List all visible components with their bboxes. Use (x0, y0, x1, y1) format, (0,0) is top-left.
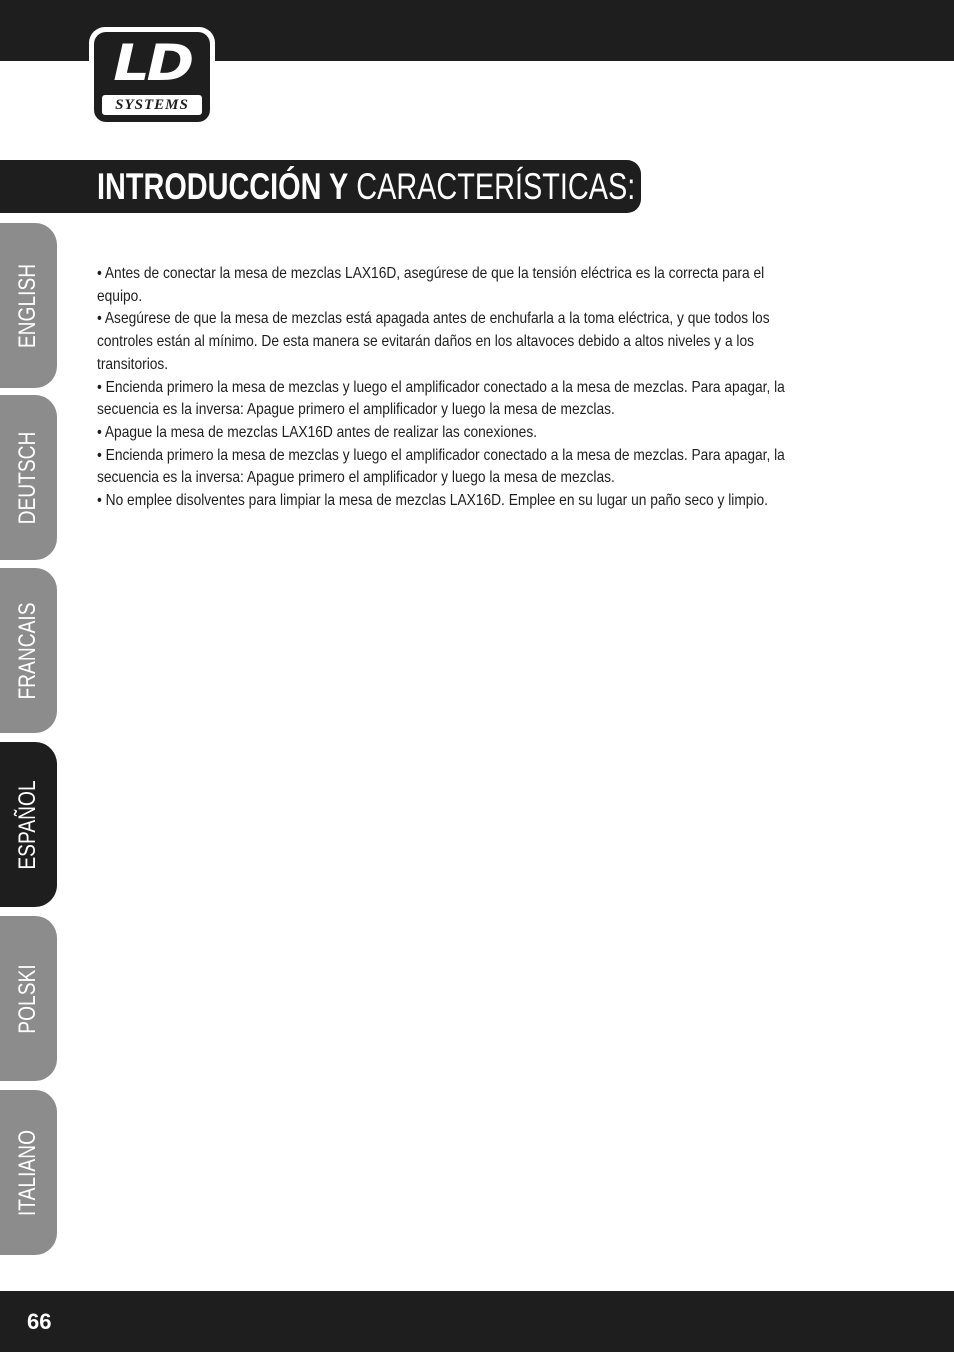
text-line: • No emplee disolventes para limpiar la mesa de mezclas LAX16D. Emplee en su lugar un paño seco y limpio. (97, 492, 768, 510)
text-line: • Antes de conectar la mesa de mezclas LAX16D, asegúrese de que la tensión eléctrica es la correcta para el (97, 265, 765, 282)
text-line: • Apague la mesa de mezclas LAX16D antes de realizar las conexiones. (97, 423, 538, 441)
page-number: 66 (27, 1309, 52, 1334)
section-title-bold: INTRODUCCIÓN Y (97, 166, 349, 207)
tab-deutsch[interactable] (0, 395, 57, 560)
section-title (97, 167, 635, 207)
tab-label: POLSKI (14, 963, 41, 1034)
text-line: secuencia es la inversa: Apague primero el amplificador y luego la mesa de mezclas. (97, 469, 615, 487)
tab-label: ITALIANO (14, 1129, 41, 1216)
text-line: transitorios. (97, 355, 169, 373)
logo-badge (94, 32, 210, 122)
tab-label: ESPAÑOL (14, 779, 41, 870)
tab-label: ENGLISH (14, 263, 41, 348)
text-line: equipo. (97, 287, 143, 305)
tab-italiano[interactable] (0, 1090, 57, 1255)
text-line: controles están al mínimo. De esta manera se evitarán daños en los altavoces debido a altos niveles y a los (97, 333, 755, 351)
tab-label: FRANCAIS (14, 601, 41, 700)
section-title-bar (0, 160, 641, 213)
text-line: secuencia es la inversa: Apague primero el amplificador y luego la mesa de mezclas. (97, 401, 615, 419)
tab-label: DEUTSCH (14, 431, 41, 524)
footer-bar (0, 1291, 954, 1352)
section-title-regular: CARACTERÍSTICAS: (356, 166, 636, 207)
text-line: • Encienda primero la mesa de mezclas y luego el amplificador conectado a la mesa de mezclas. Para apagar, la (97, 378, 785, 396)
tab-espanol[interactable] (0, 742, 57, 907)
text-line: • Encienda primero la mesa de mezclas y luego el amplificador conectado a la mesa de mezclas. Para apagar, la (97, 446, 785, 464)
tab-english[interactable] (0, 223, 57, 388)
logo-ld-text: LD (113, 34, 191, 92)
tab-francais[interactable] (0, 568, 57, 733)
ld-systems-logo (89, 27, 215, 127)
tab-polski[interactable] (0, 916, 57, 1081)
text-line: • Asegúrese de que la mesa de mezclas está apagada antes de enchufarla a la toma eléctrica, y que todos los (97, 310, 770, 328)
logo-systems-text: SYSTEMS (102, 95, 202, 115)
body-text (97, 263, 865, 513)
